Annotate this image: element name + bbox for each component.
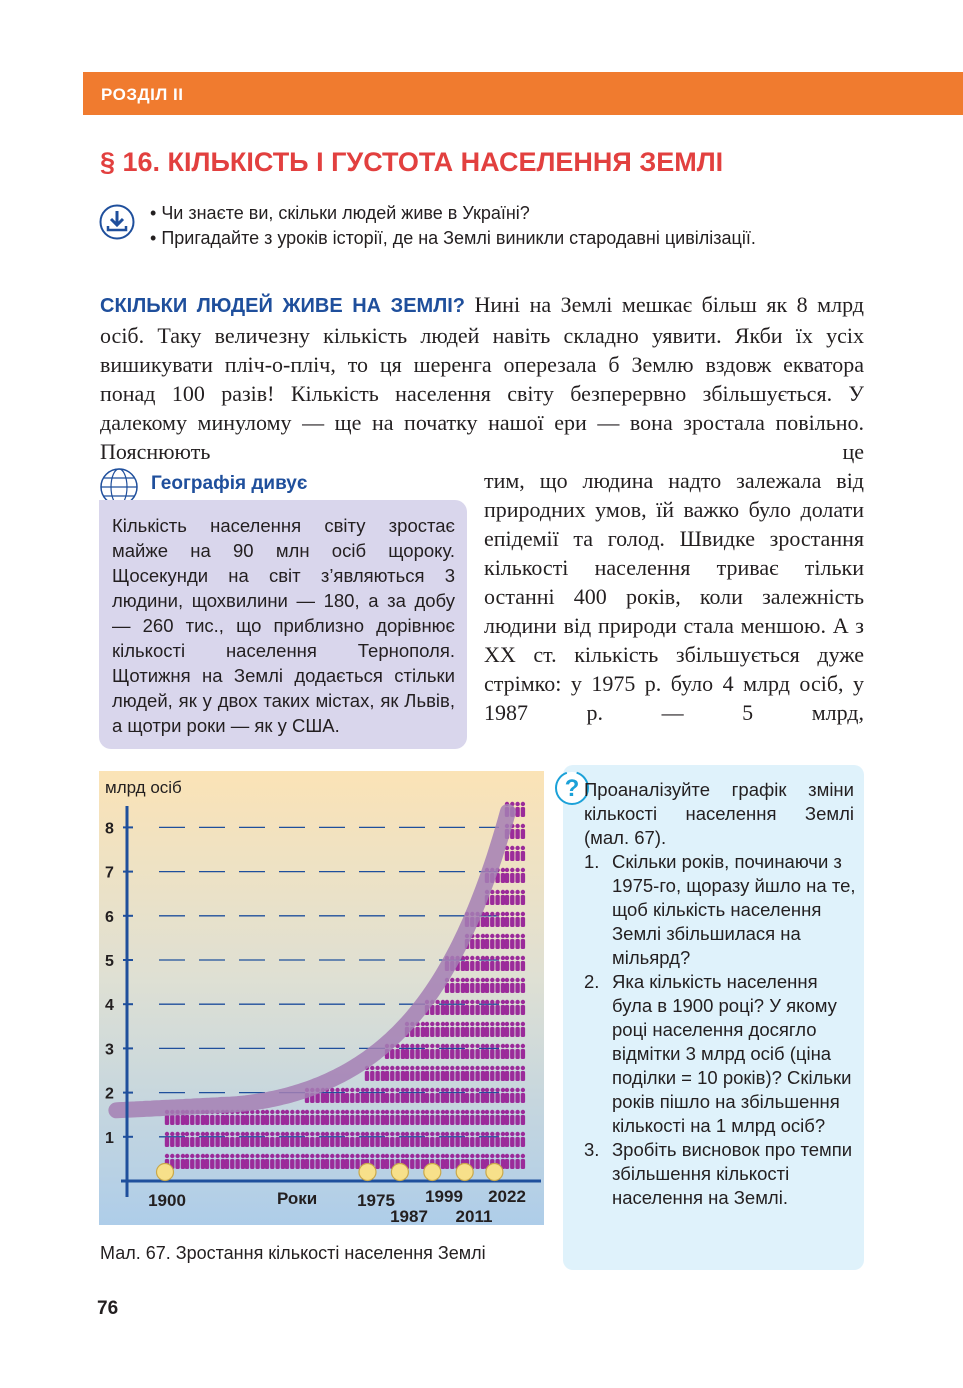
task-intro: Проаналізуйте графік зміни кількості населення Землі (мал. 67). [584, 779, 854, 848]
population-chart [99, 771, 544, 1225]
paragraph-heading: СКІЛЬКИ ЛЮДЕЙ ЖИВЕ НА ЗЕМЛІ? [100, 295, 466, 317]
download-icon [99, 204, 135, 240]
y-tick-label: 3 [105, 1041, 114, 1059]
x-tick-label: 2022 [488, 1187, 526, 1206]
y-tick-label: 1 [105, 1129, 114, 1147]
page-number: 76 [97, 1298, 119, 1319]
figure-caption: Мал. 67. Зростання кількості населення Землі [100, 1243, 486, 1263]
box-title: Географія дивує [151, 473, 308, 494]
y-tick-label: 4 [105, 997, 114, 1015]
y-tick-label: 5 [105, 953, 114, 970]
y-tick-label: 7 [105, 864, 114, 882]
continued-paragraph: тим, що людина надто залежала від природних умов, їй важко було долати епідемії та голод. Швидке зростання кількості населення триває тільки останні 400 років, коли залежність людини від природи стала меншою. А з XX ст. кількість збільшується дуже стрімко: у 1975 р. було 4 млрд осіб, у 1987 р. — 5 млрд, [484, 468, 864, 725]
x-tick-label: 1900 [148, 1191, 186, 1210]
x-tick-label: 2011 [455, 1207, 493, 1225]
x-tick-label: 1975 [357, 1191, 395, 1210]
x-tick-label: 1987 [390, 1207, 428, 1225]
paragraph-body: Нині на Землі мешкає більш як 8 млрд осіб. Таку величезну кількість людей навіть складно уявити. Якби їх усіх вишикувати пліч-о-пліч, то ця шеренга оперезала б Землю вздовж екватора понад 100 разів! Кількість населення світу безперервно збільшується. У далекому минулому — ще на початку нашої ери — вона зростала повільно. Пояснюють це [100, 292, 864, 464]
y-axis-label: млрд осіб [105, 778, 182, 797]
year-marker [486, 1164, 503, 1181]
fact-box-text: Кількість населення світу зростає майже на 90 млн осіб щороку. Щосекунди на світ з’являються 3 людини, щохвилини — 180, а за добу — 260 тис., що приблизно дорівнює кількості населення Тернополя. Щотижня на Землі додається стільки людей, як у двох таких містах, як Львів, а щотри роки — як у США. [112, 515, 455, 736]
task-item: 3. Зробіть висновок про темпи збільшення кількості населення на Землі. [584, 1139, 853, 1208]
warmup-questions [150, 201, 756, 251]
year-marker [359, 1164, 376, 1181]
year-marker [424, 1164, 441, 1181]
task-item: 1. Скільки років, починаючи з 1975-го, щоразу йшло на те, щоб кількість населення Землі збільшилася на мільярд? [584, 851, 856, 968]
y-tick-label: 6 [105, 908, 114, 926]
y-tick-label: 8 [105, 820, 114, 838]
year-marker [157, 1164, 174, 1181]
section-label: РОЗДІЛ ІІ [101, 85, 184, 104]
task-list [584, 850, 859, 1210]
x-axis-label: Роки [277, 1189, 318, 1208]
fact-box [99, 500, 467, 749]
x-tick-label: 1999 [425, 1187, 463, 1206]
list-item: • Чи знаєте ви, скільки людей живе в Україні? [150, 201, 756, 226]
main-paragraph [100, 290, 864, 466]
year-marker [391, 1164, 408, 1181]
list-item: • Пригадайте з уроків історії, де на Землі виникли стародавні цивілізації. [150, 226, 756, 251]
svg-text:?: ? [564, 775, 580, 802]
y-tick-label: 2 [105, 1085, 114, 1103]
section-header-bar [83, 72, 963, 115]
year-marker [456, 1164, 473, 1181]
task-item: 2. Яка кількість населення була в 1900 році? У якому році населення досягло відмітки 3 млрд осіб (ціна поділки = 10 років)? Скільки років пішло на збільшення кількості на 1 млрд осіб? [584, 971, 852, 1136]
page-title: § 16. КІЛЬКІСТЬ І ГУСТОТА НАСЕЛЕННЯ ЗЕМЛІ [100, 147, 724, 177]
